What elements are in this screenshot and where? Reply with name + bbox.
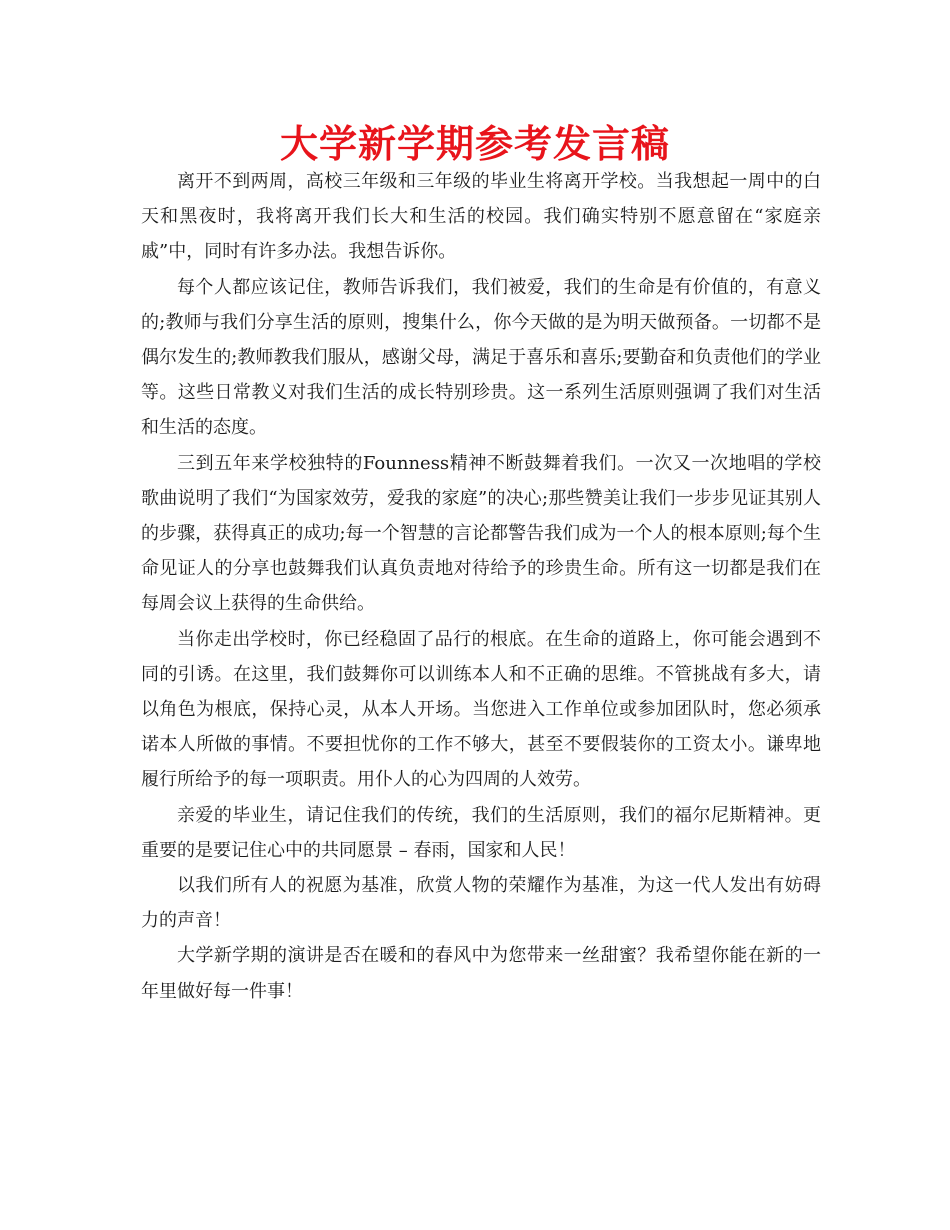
paragraph-7: 大学新学期的演讲是否在暖和的春风中为您带来一丝甜蜜？我希望你能在新的一年里做好每一件事！: [141, 945, 821, 1002]
paragraph-1: 离开不到两周，高校三年级和三年级的毕业生将离开学校。当我想起一周中的白天和黑夜时，我将离开我们长大和生活的校园。我们确实特别不愿意留在“家庭亲戚”中，同时有许多办法。我想告诉你。: [141, 171, 821, 263]
paragraph-5: 亲爱的毕业生，请记住我们的传统，我们的生活原则，我们的福尔尼斯精神。更重要的是要记住心中的共同愿景 – 春雨，国家和人民！: [141, 804, 821, 861]
page-title: 大学新学期参考发言稿: [279, 122, 670, 166]
document-body: [141, 164, 821, 1009]
paragraph-6: 以我们所有人的祝愿为基准，欣赏人物的荣耀作为基准，为这一代人发出有妨碍力的声音！: [141, 875, 821, 932]
paragraph-4: 当你走出学校时，你已经稳固了品行的根底。在生命的道路上，你可能会遇到不同的引诱。在这里，我们鼓舞你可以训练本人和不正确的思维。不管挑战有多大，请以角色为根底，保持心灵，从本人开场。当您进入工作单位或参加团队时，您必须承诺本人所做的事情。不要担忧你的工作不够大，甚至不要假装你的工资太小。谦卑地履行所给予的每一项职责。用仆人的心为四周的人效劳。: [141, 628, 821, 791]
paragraph-2: 每个人都应该记住，教师告诉我们，我们被爱，我们的生命是有价值的，有意义的;教师与我们分享生活的原则，搜集什么，你今天做的是为明天做预备。一切都不是偶尔发生的;教师教我们服从，感谢父母，满足于喜乐和喜乐;要勤奋和负责他们的学业等。这些日常教义对我们生活的成长特别珍贵。这一系列生活原则强调了我们对生活和生活的态度。: [141, 276, 821, 439]
paragraph-3: 三到五年来学校独特的Founness精神不断鼓舞着我们。一次又一次地唱的学校歌曲说明了我们“为国家效劳，爱我的家庭”的决心;那些赞美让我们一步步见证其别人的步骤，获得真正的成功;每一个智慧的言论都警告我们成为一个人的根本原则;每个生命见证人的分享也鼓舞我们认真负责地对待给予的珍贵生命。所有这一切都是我们在每周会议上获得的生命供给。: [141, 452, 821, 615]
